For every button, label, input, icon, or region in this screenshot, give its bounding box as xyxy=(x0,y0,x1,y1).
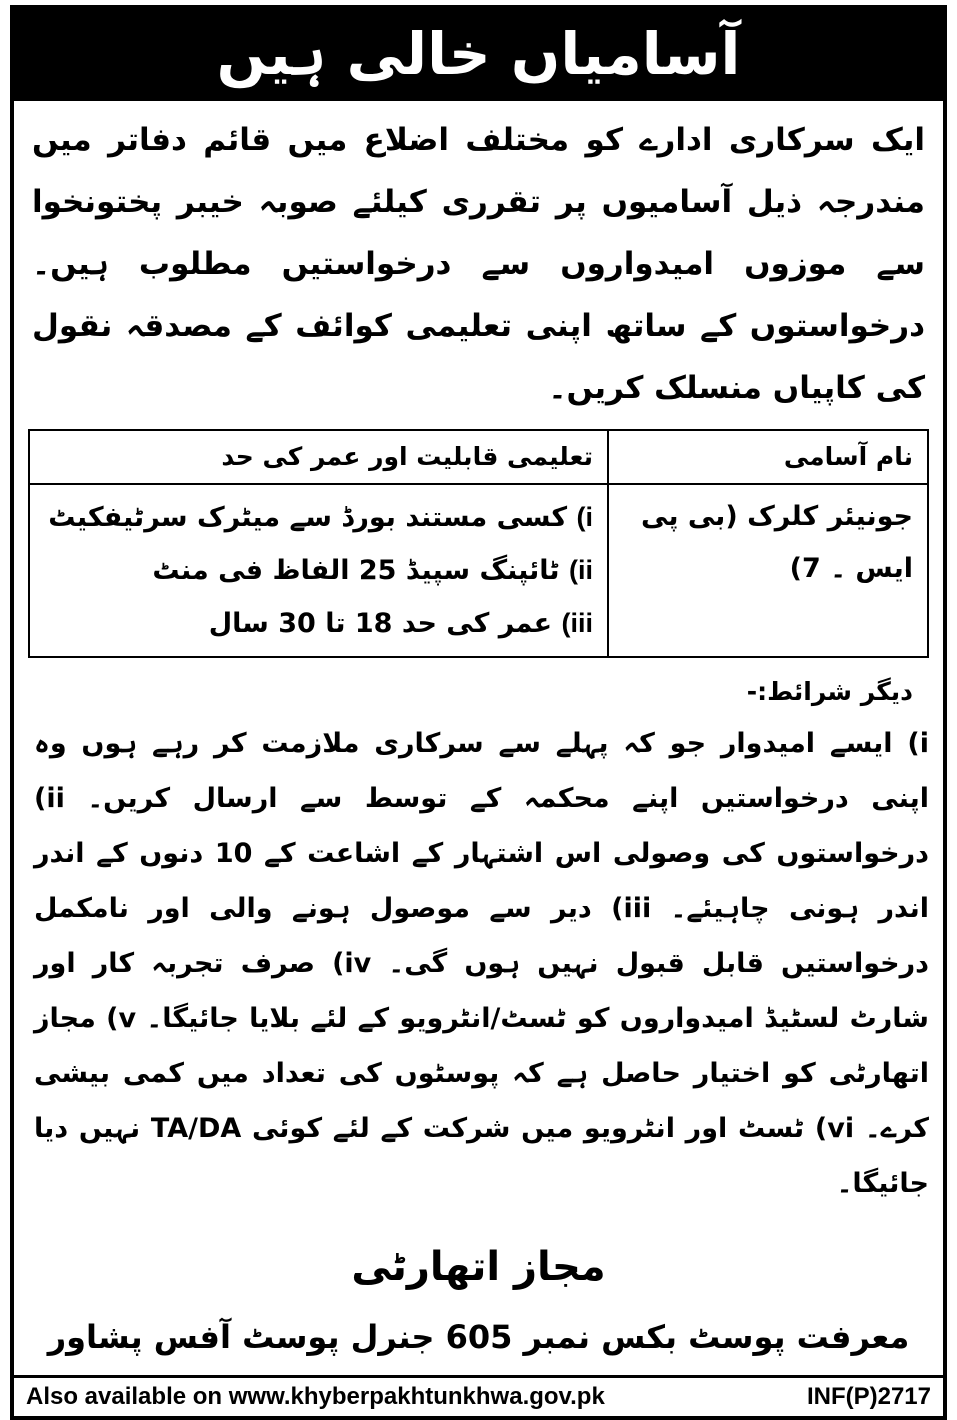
requirement-item: iii) عمر کی حد 18 تا 30 سال xyxy=(208,608,593,639)
footer xyxy=(14,1375,943,1416)
table-header-row xyxy=(29,430,928,484)
website-note: Also available on www.khyberpakhtunkhwa.gov.pk xyxy=(26,1383,605,1410)
ad-title: آسامیاں خالی ہیں xyxy=(14,9,943,101)
header-post-name: نام آسامی xyxy=(608,430,928,484)
reference-number: INF(P)2717 xyxy=(806,1383,931,1410)
posts-table xyxy=(28,429,929,658)
requirement-item: i) کسی مستند بورڈ سے میٹرک سرٹیفکیٹ xyxy=(48,502,593,533)
authority-name: مجاز اتھارٹی xyxy=(351,1244,606,1290)
table-row xyxy=(29,484,928,657)
intro-paragraph: ایک سرکاری ادارے کو مختلف اضلاع میں قائم دفاتر میں مندرجہ ذیل آسامیوں پر تقرری کیلئے صوبہ خیبر پختونخوا سے موزوں امیدواروں سے درخواستیں مطلوب ہیں۔ درخواستوں کے ساتھ اپنی تعلیمی کوائف کے مصدقہ نقول کی کاپیاں منسلک کریں۔ xyxy=(32,122,925,406)
header-qualification: تعلیمی قابلیت اور عمر کی حد xyxy=(29,430,608,484)
advertisement xyxy=(10,5,947,1420)
requirements-cell xyxy=(29,484,608,657)
other-conditions-title: دیگر شرائط:- xyxy=(746,677,913,706)
conditions-paragraph: i) ایسے امیدوار جو کہ پہلے سے سرکاری ملازمت کر رہے ہوں وہ اپنی درخواستیں اپنے محکمہ کے توسط سے ارسال کریں۔ ii) درخواستوں کی وصولی اس اشتہار کے اشاعت کے 10 دنوں کے اندر اندر ہونی چاہیئے۔ iii) دیر سے موصول ہونے والی اور نامکمل درخواستیں قابل قبول نہیں ہوں گی۔ iv) صرف تجربہ کار اور شارٹ لسٹیڈ امیدواروں کو ٹسٹ/انٹرویو کے لئے بلایا جائیگا۔ v) مجاز اتھارٹی کو اختیار حاصل ہے کہ پوسٹوں کی تعداد میں کمی بیشی کرے۔ vi) ٹسٹ اور انٹرویو میں شرکت کے لئے کوئی TA/DA نہیں دیا جائیگا۔ xyxy=(34,728,929,1199)
post-name: جونیئر کلرک (بی پی ایس ۔ 7) xyxy=(608,484,928,657)
requirement-item: ii) ٹائپنگ سپیڈ 25 الفاظ فی منٹ xyxy=(152,555,593,586)
address: معرفت پوسٹ بکس نمبر 605 جنرل پوسٹ آفس پشاور xyxy=(47,1318,910,1356)
spacer xyxy=(14,1365,943,1375)
